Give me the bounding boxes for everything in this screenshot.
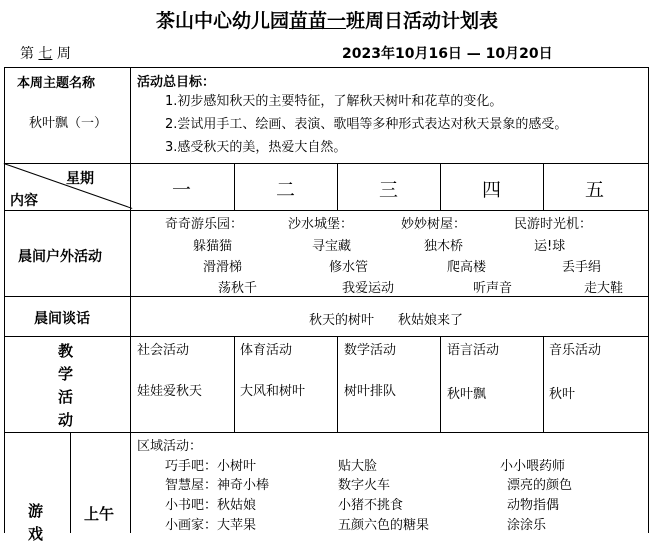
theme-name: 秋叶飘（一） [29,116,108,131]
outdoor-activity: 滑滑梯 [203,260,243,275]
outdoor-activity: 爬高楼 [447,260,487,275]
teaching-name: 秋叶 [549,387,576,402]
weekday-cell: 五 [585,179,605,201]
outdoor-activity: 寻宝藏 [312,239,352,254]
goal-item: 2.尝试用手工、绘画、表演、歌唱等多种形式表达对秋天景象的感受。 [165,117,568,132]
teaching-name: 大风和树叶 [240,384,306,399]
outdoor-area: 妙妙树屋： [401,217,467,232]
outdoor-activity: 丢手绢 [562,260,602,275]
theme-label: 本周主题名称 [17,76,96,91]
teaching-label-char: 动 [58,411,74,429]
talk-topic: 秋姑娘来了 [398,313,464,328]
talk-label: 晨间谈话 [34,311,90,327]
outdoor-activity: 走大鞋 [584,281,624,296]
game-label-char: 游 [28,502,44,520]
outdoor-area: 民游时光机： [514,217,593,232]
outdoor-activity: 荡秋千 [218,281,258,296]
outdoor-area: 沙水城堡： [288,217,354,232]
teaching-type: 音乐活动 [549,343,602,358]
outdoor-activity: 独木桥 [424,239,464,254]
week-header-label: 星期 [66,171,94,187]
teaching-type: 体育活动 [240,343,293,358]
goal-item: 3.感受秋天的美，热爱大自然。 [165,140,347,155]
title-suffix: 班周日活动计划表 [346,10,499,32]
area-activity: 数字火车 [338,478,391,493]
game-label-char: 戏 [28,525,44,543]
weekday-cell: 二 [276,179,296,201]
school-name: 茶山中心幼儿园 [155,10,289,32]
area-activity-label: 区域活动： [137,439,203,454]
teaching-label-char: 教 [58,342,74,360]
teaching-name: 娃娃爱秋天 [137,384,203,399]
outdoor-activity: 我爱运动 [342,281,395,296]
weekday-cell: 三 [379,179,399,201]
week-label: 第 七 周 [20,46,71,62]
teaching-label-char: 学 [58,365,74,383]
teaching-label-char: 活 [58,388,74,406]
goals-label: 活动总目标： [137,75,216,90]
class-name: 苗苗一 [288,10,346,32]
teaching-type: 数学活动 [344,343,397,358]
weekday-cell: 四 [482,179,502,201]
game-period: 上午 [84,505,115,523]
teaching-type: 社会活动 [137,343,190,358]
area-activity: 漂亮的颜色 [507,478,573,493]
teaching-name: 树叶排队 [344,384,397,399]
area-activity: 动物指偶 [507,498,560,513]
outdoor-activity: 运!球 [534,239,566,254]
area-activity: 小书吧：秋姑娘 [165,498,257,513]
date-range: 2023年10月16日 — 10月20日 [342,46,553,62]
content-header-label: 内容 [10,193,38,209]
week-number: 七 [38,46,53,62]
outdoor-label: 晨间户外活动 [18,249,102,265]
outdoor-activity: 躲猫猫 [193,239,233,254]
plan-title [0,6,654,33]
talk-topic: 秋天的树叶 [309,313,375,328]
goal-item: 1.初步感知秋天的主要特征，了解秋天树叶和花草的变化。 [165,94,503,109]
area-activity: 小画家：大苹果 [165,518,257,533]
outdoor-area: 奇奇游乐园： [165,217,244,232]
teaching-type: 语言活动 [447,343,500,358]
area-activity: 贴大脸 [338,459,378,474]
area-activity: 小小喂药师 [500,459,566,474]
area-activity: 五颜六色的糖果 [338,518,430,533]
outdoor-activity: 修水管 [329,260,369,275]
area-activity: 巧手吧：小树叶 [165,459,257,474]
area-activity: 小猪不挑食 [338,498,404,513]
area-activity: 涂涂乐 [507,518,547,533]
teaching-name: 秋叶飘 [447,387,487,402]
weekday-cell: 一 [172,179,192,201]
area-activity: 智慧屋：神奇小棒 [165,478,270,493]
outdoor-activity: 听声音 [473,281,513,296]
